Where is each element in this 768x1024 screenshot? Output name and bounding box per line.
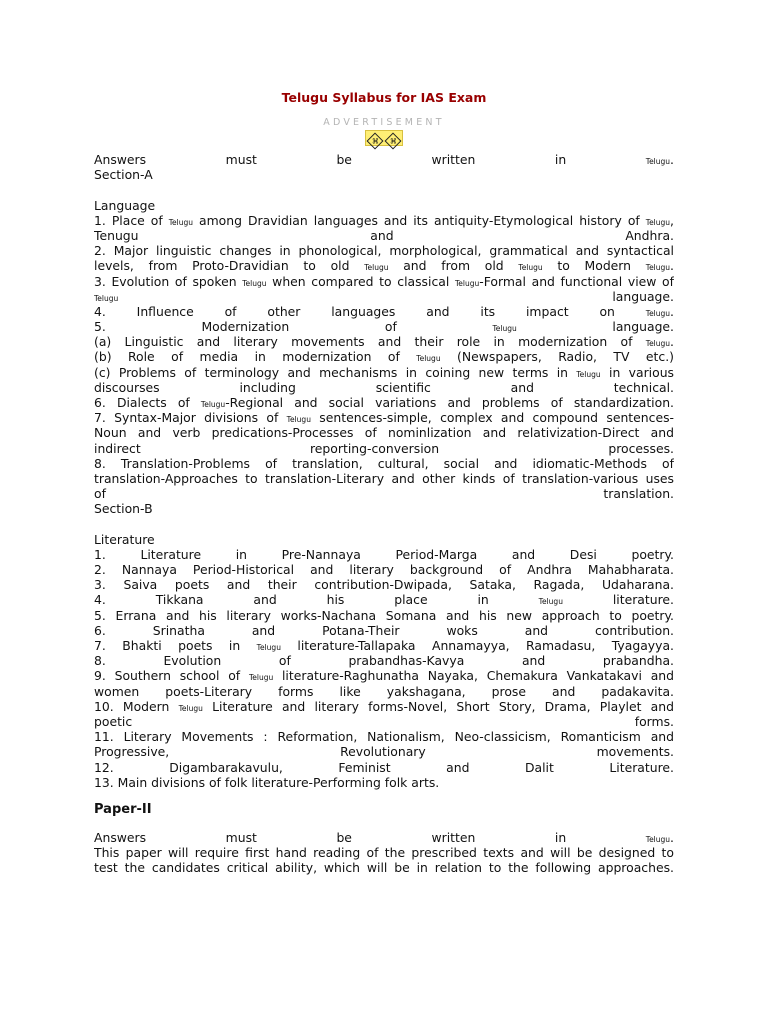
text-segment: 6. Srinatha and Potana-Their woks and contribution. [94, 622, 674, 638]
text-segment: when compared to classical [266, 273, 455, 289]
text-segment: Literature and literary forms-Novel, Short Story, Drama, Playlet and [202, 698, 674, 714]
text-segment: 12. Digambarakavulu, Feminist and Dalit Literature. [94, 759, 674, 775]
text-line [94, 258, 674, 273]
text-segment: Answers must be written in [94, 829, 646, 845]
ad-diamond-icon: ⌘ [385, 133, 402, 150]
text-segment: , [670, 212, 674, 228]
text-segment: 1. Place of [94, 212, 169, 228]
text-segment: Language [94, 197, 156, 213]
telugu-word: Telugu [645, 308, 671, 318]
text-segment: Progressive, Revolutionary movements. [94, 744, 674, 760]
text-segment: 9. Southern school of [94, 668, 249, 684]
text-line [94, 638, 674, 653]
paragraph-gap [94, 517, 674, 532]
telugu-word: Telugu [645, 263, 671, 273]
text-line [94, 441, 674, 456]
text-line [94, 213, 674, 228]
telugu-word: Telugu [286, 415, 311, 425]
text-segment: literature. [562, 592, 674, 608]
text-segment: Answers must be written in [94, 152, 646, 167]
text-line [94, 684, 674, 699]
text-line [94, 760, 674, 775]
text-segment: Tenugu and Andhra. [94, 227, 674, 243]
text-segment: Noun and verb predications-Processes of nominlization and relativization-Direct and [94, 425, 674, 441]
text-line [94, 592, 674, 607]
telugu-word: Telugu [518, 263, 543, 273]
page-title: Telugu Syllabus for IAS Exam [281, 90, 487, 105]
text-line [94, 167, 674, 182]
telugu-word: Telugu [256, 643, 281, 652]
text-line [94, 501, 674, 516]
telugu-word: Telugu [454, 278, 480, 288]
text-segment: 4. Tikkana and his place in [94, 592, 539, 608]
ad-diamond-icon: ⌘ [367, 133, 384, 150]
text-line [94, 653, 674, 668]
text-line [94, 365, 674, 380]
text-line [94, 744, 674, 759]
text-segment: among Dravidian languages and its antiquity-Etymological history of [193, 212, 646, 228]
text-line [94, 471, 674, 486]
telugu-word: Telugu [645, 157, 671, 166]
text-segment: to Modern [542, 258, 646, 274]
syllabus-paper-1-text [94, 152, 674, 790]
text-line [94, 486, 674, 501]
text-line [94, 425, 674, 440]
text-line [94, 152, 674, 167]
text-segment: Literature [94, 531, 155, 547]
telugu-word: Telugu [645, 339, 671, 349]
telugu-word: Telugu [168, 217, 194, 227]
text-segment: . [670, 829, 674, 845]
text-line [94, 304, 674, 319]
text-segment: literature-Tallapaka Annamayya, Ramadasu, Tyagayya. [280, 638, 674, 653]
text-segment: translation-Approaches to translation-Literary and other kinds of translation-various uses [94, 470, 674, 486]
text-segment: levels, from Proto-Dravidian to old [94, 258, 365, 274]
text-line [94, 577, 674, 592]
text-line [94, 830, 674, 845]
text-segment: 5. Errana and his literary works-Nachana Somana and his new approach to poetry. [94, 607, 674, 623]
text-segment: 8. Evolution of prabandhas-Kavya and prabandha. [94, 653, 674, 669]
text-line [94, 198, 674, 213]
text-line [94, 623, 674, 638]
telugu-word: Telugu [645, 217, 671, 227]
text-segment: discourses including scientific and technical. [94, 379, 674, 395]
text-segment: (b) Role of media in modernization of [94, 349, 417, 365]
text-line [94, 532, 674, 547]
paragraph-gap [94, 182, 674, 197]
text-line [94, 562, 674, 577]
text-line [94, 410, 674, 425]
text-line [94, 289, 674, 304]
text-segment: of translation. [94, 486, 674, 502]
text-segment: . [670, 303, 674, 319]
paper-2-heading: Paper-II [94, 801, 152, 817]
text-segment: 3. Saiva poets and their contribution-Dwipada, Sataka, Ragada, Udaharana. [94, 577, 674, 593]
text-segment: 7. Syntax-Major divisions of [94, 410, 287, 426]
text-segment: -Formal and functional view of [479, 273, 674, 289]
text-segment: This paper will require first hand reading of the prescribed texts and will be designed to [94, 845, 674, 861]
text-line [94, 608, 674, 623]
text-segment: literature-Raghunatha Nayaka, Chemakura Vankatakavi and [273, 668, 674, 684]
text-segment: (Newspapers, Radio, TV etc.) [440, 349, 674, 365]
text-segment: language. [516, 319, 674, 335]
telugu-word: Telugu [576, 369, 601, 379]
text-line [94, 456, 674, 471]
syllabus-paper-2-text [94, 830, 674, 876]
telugu-word: Telugu [364, 263, 389, 273]
text-line [94, 228, 674, 243]
text-segment: 2. Major linguistic changes in phonological, morphological, grammatical and syntactical [94, 243, 674, 259]
telugu-word: Telugu [94, 293, 119, 303]
telugu-word: Telugu [242, 278, 267, 288]
text-segment: 11. Literary Movements : Reformation, Nationalism, Neo-classicism, Romanticism and [94, 729, 674, 745]
text-segment: (a) Linguistic and literary movements and their role in modernization of [94, 334, 646, 350]
telugu-word: Telugu [416, 354, 441, 364]
telugu-word: Telugu [200, 400, 226, 409]
ad-sprite-icon[interactable] [365, 130, 403, 146]
text-segment: 7. Bhakti poets in [94, 638, 257, 653]
text-segment: women poets-Literary forms like yakshagana, prose and padakavita. [94, 683, 674, 699]
text-segment: Section-B [94, 501, 153, 517]
text-segment: 5. Modernization of [94, 319, 493, 335]
text-segment: indirect reporting-conversion processes. [94, 440, 674, 456]
telugu-word: Telugu [178, 703, 203, 713]
text-segment: . [670, 152, 674, 167]
text-segment: 3. Evolution of spoken [94, 273, 243, 289]
text-line [94, 547, 674, 562]
text-line [94, 395, 674, 410]
text-segment: 2. Nannaya Period-Historical and literary background of Andhra Mahabharata. [94, 562, 674, 578]
telugu-word: Telugu [538, 597, 563, 607]
text-line [94, 334, 674, 349]
text-segment: test the candidates critical ability, which will be in relation to the following approaches. [94, 860, 674, 876]
text-line [94, 714, 674, 729]
text-segment: sentences-simple, complex and compound sentences- [310, 410, 674, 426]
text-segment: 1. Literature in Pre-Nannaya Period-Marga and Desi poetry. [94, 546, 674, 562]
telugu-word: Telugu [492, 324, 517, 334]
telugu-word: Telugu [645, 834, 671, 844]
text-line [94, 845, 674, 860]
text-line [94, 699, 674, 714]
text-segment: -Regional and social variations and problems of standardization. [225, 395, 674, 410]
text-line [94, 729, 674, 744]
text-segment: Section-A [94, 167, 153, 183]
telugu-word: Telugu [248, 673, 274, 683]
text-segment: 6. Dialects of [94, 395, 201, 410]
text-segment: 4. Influence of other languages and its impact on [94, 303, 646, 319]
text-line [94, 860, 674, 875]
advertisement-banner[interactable] [94, 130, 674, 148]
text-segment: and from old [388, 258, 519, 274]
text-segment: (c) Problems of terminology and mechanisms in coining new terms in [94, 364, 577, 380]
text-line [94, 668, 674, 683]
text-segment: in various [600, 364, 674, 380]
text-line [94, 349, 674, 364]
advertisement-label: ADVERTISEMENT [323, 117, 445, 128]
text-line [94, 319, 674, 334]
text-line [94, 380, 674, 395]
text-line [94, 243, 674, 258]
text-segment: 10. Modern [94, 698, 179, 714]
text-segment: 8. Translation-Problems of translation, cultural, social and idiomatic-Methods of [94, 455, 674, 471]
text-segment: . [670, 334, 674, 350]
text-segment: language. [118, 288, 674, 304]
text-line [94, 775, 674, 790]
text-segment: 13. Main divisions of folk literature-Performing folk arts. [94, 774, 440, 790]
document-body [94, 88, 674, 875]
text-line [94, 274, 674, 289]
text-segment: . [670, 258, 674, 274]
text-segment: poetic forms. [94, 713, 674, 729]
